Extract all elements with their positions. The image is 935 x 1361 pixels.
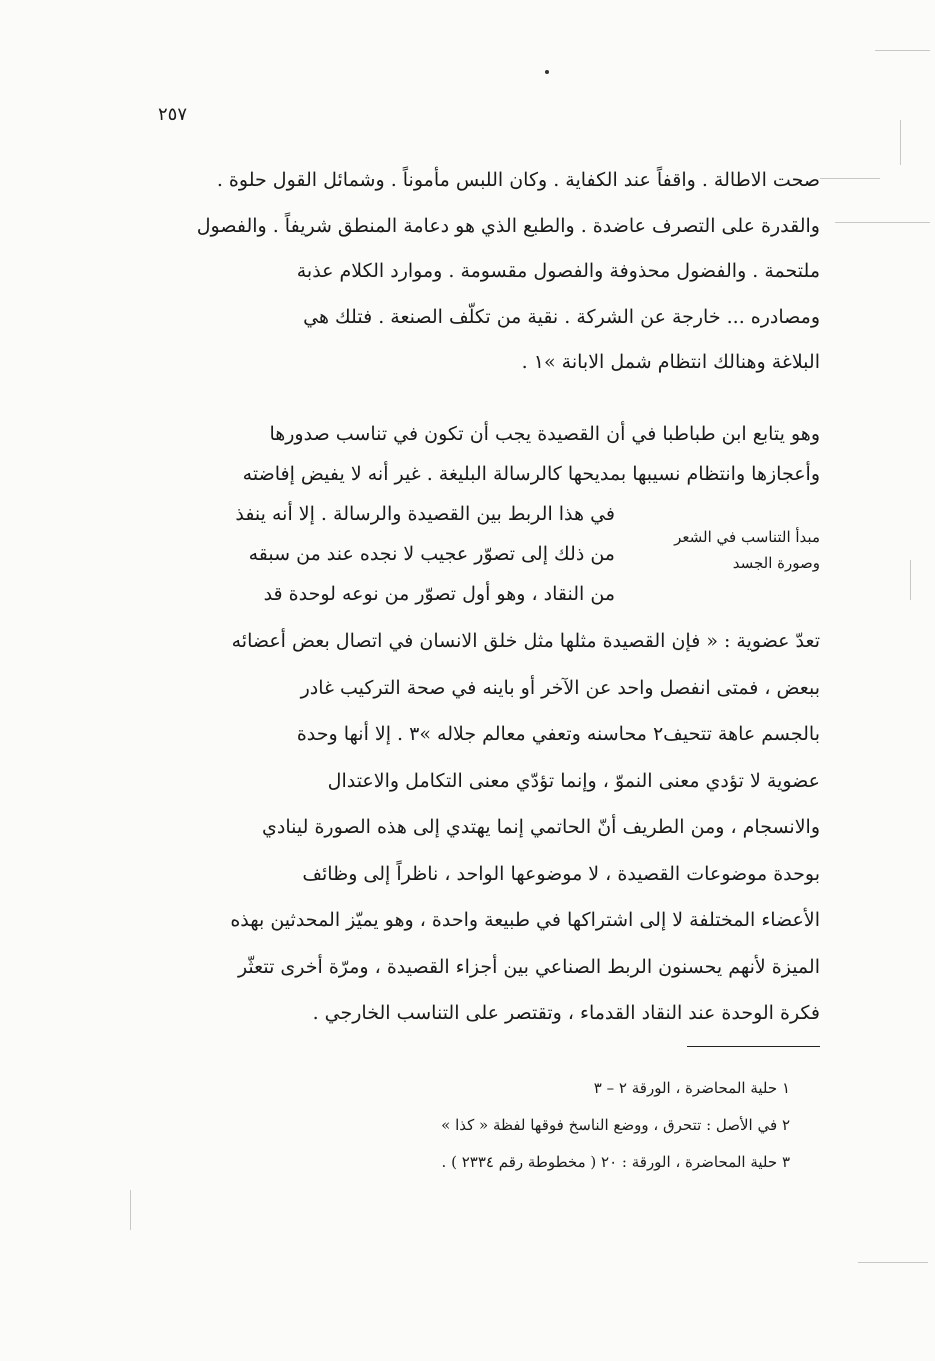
scan-mark bbox=[130, 1190, 131, 1230]
scan-mark bbox=[910, 560, 911, 600]
margin-note bbox=[630, 524, 820, 576]
text-line: البلاغة وهنالك انتظام شمل الابانة »١ . bbox=[521, 351, 820, 373]
scan-mark bbox=[875, 50, 930, 51]
footnote: ٢ في الأصل : تتحرق ، ووضع الناسخ فوقها لفظة « كذا » bbox=[441, 1116, 790, 1134]
paragraph-main-opening bbox=[155, 414, 820, 494]
text-line: عضوية لا تؤدي معنى النموّ ، وإنما تؤدّي معنى التكامل والاعتدال bbox=[327, 769, 820, 792]
text-line: تعدّ عضوية : « فإن القصيدة مثلها مثل خلق الانسان في اتصال بعض أعضائه bbox=[231, 630, 820, 652]
footnotes bbox=[330, 1070, 790, 1181]
footnote: ٣ حلية المحاضرة ، الورقة : ٢٠ ( مخطوطة رقم ٢٣٣٤ ) . bbox=[441, 1153, 790, 1171]
margin-note-line: مبدأ التناسب في الشعر bbox=[674, 528, 820, 546]
footnote-divider bbox=[687, 1046, 820, 1047]
text-line: والانسجام ، ومن الطريف أنّ الحاتمي إنما يهتدي إلى هذه الصورة لينادي bbox=[262, 816, 820, 838]
scan-mark bbox=[858, 1262, 928, 1263]
text-line: الميزة لأنهم يحسنون الربط الصناعي بين أجزاء القصيدة ، ومرّة أخرى تتعثّر bbox=[237, 955, 820, 978]
page-number: ٢٥٧ bbox=[158, 104, 188, 125]
text-line: وأعجازها وانتظام نسيبها بمديحها كالرسالة البليغة . غير أنه لا يفيض إفاضته bbox=[242, 463, 820, 485]
text-line: الأعضاء المختلفة لا إلى اشتراكها في طبيعة واحدة ، وهو يميّز المحدثين بهذه bbox=[230, 909, 820, 931]
text-line: ومصادره ... خارجة عن الشركة . نقية من تكلّف الصنعة . فتلك هي bbox=[303, 305, 820, 328]
text-line: صحت الاطالة . واقفاً عند الكفاية . وكان اللبس مأموناً . وشمائل القول حلوة . bbox=[216, 169, 820, 191]
text-line: بوحدة موضوعات القصيدة ، لا موضوعها الواحد ، ناظراً إلى وظائف bbox=[302, 862, 820, 885]
text-line: ببعض ، فمتى انفصل واحد عن الآخر أو باينه في صحة التركيب غادر bbox=[300, 676, 820, 699]
text-line: من النقاد ، وهو أول تصوّر من نوعه لوحدة قد bbox=[263, 583, 615, 605]
text-line: بالجسم عاهة تتحيف٢ محاسنه وتعفي معالم جلاله »٣ . إلا أنها وحدة bbox=[296, 723, 820, 745]
paragraph-main-continued bbox=[155, 618, 820, 1037]
paragraph-quote-end bbox=[155, 158, 820, 386]
text-line: من ذلك إلى تصوّر عجيب لا نجده عند من سبقه bbox=[248, 543, 615, 565]
text-line: ملتحمة . والفضول محذوفة والفصول مقسومة . وموارد الكلام عذبة bbox=[296, 260, 820, 282]
text-line: في هذا الربط بين القصيدة والرسالة . إلا أنه ينفذ bbox=[235, 503, 615, 525]
margin-note-line: وصورة الجسد bbox=[732, 554, 820, 572]
text-line: وهو يتابع ابن طباطبا في أن القصيدة يجب أن تكون في تناسب صدورها bbox=[269, 423, 820, 445]
text-line: والقدرة على التصرف عاضدة . والطبع الذي هو دعامة المنطق شريفاً . والفصول bbox=[196, 214, 820, 237]
text-line: فكرة الوحدة عند النقاد القدماء ، وتقتصر على التناسب الخارجي . bbox=[312, 1002, 820, 1024]
paragraph-main-beside-note bbox=[155, 494, 615, 614]
footnote: ١ حلية المحاضرة ، الورقة ٢ – ٣ bbox=[593, 1079, 790, 1097]
scan-mark bbox=[835, 222, 930, 223]
scan-mark bbox=[820, 178, 880, 179]
scan-mark bbox=[900, 120, 901, 165]
scan-dot bbox=[545, 70, 549, 74]
